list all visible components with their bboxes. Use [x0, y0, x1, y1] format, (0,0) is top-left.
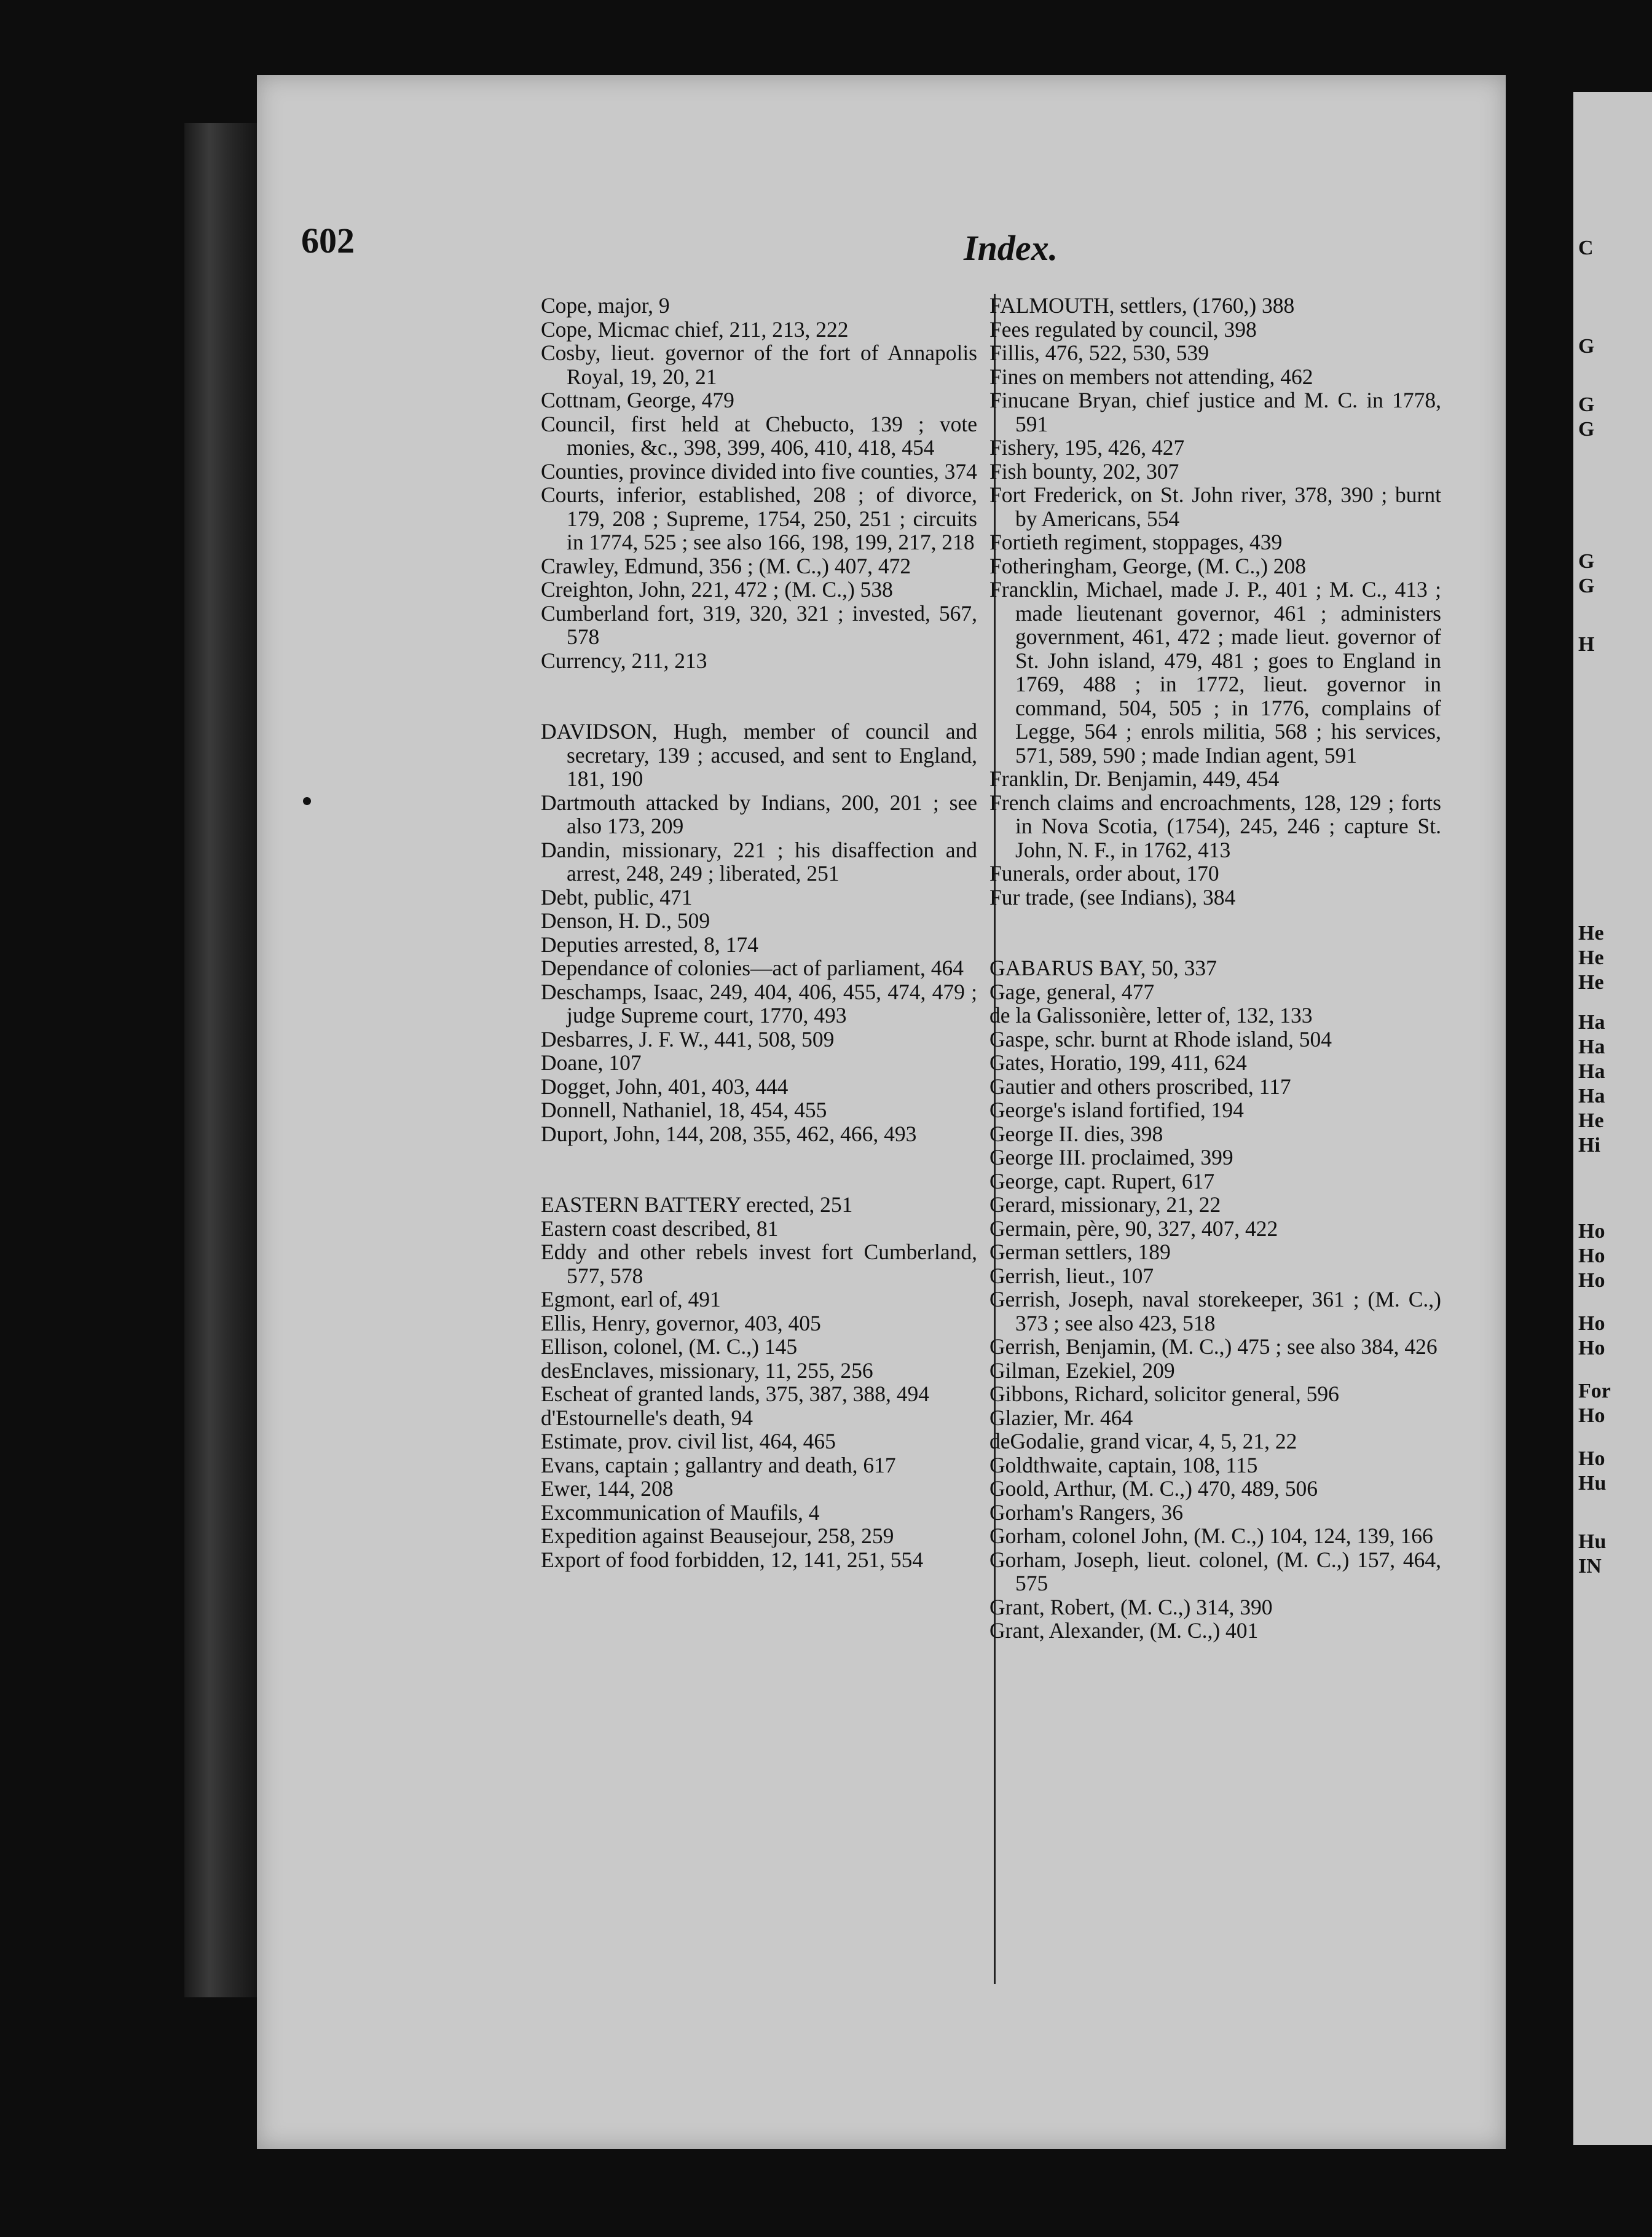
page-number: 602	[301, 221, 355, 261]
index-entry: Goldthwaite, captain, 108, 115	[989, 1452, 1258, 1477]
index-entry: Currency, 211, 213	[541, 648, 707, 673]
index-entry: Fort Frederick, on St. John river, 378, 390 ; burnt by Americans, 554	[989, 482, 1441, 531]
index-entry: Denson, H. D., 509	[541, 908, 710, 933]
index-entry: de la Galissonière, letter of, 132, 133	[989, 1003, 1313, 1028]
index-entry: DAVIDSON, Hugh, member of council and secretary, 139 ; accused, and sent to England, 181, 190	[541, 719, 977, 791]
section-gap	[541, 1146, 977, 1193]
index-entry: EASTERN BATTERY erected, 251	[541, 1192, 853, 1217]
index-entry: d'Estournelle's death, 94	[541, 1405, 753, 1430]
index-entry: Deputies arrested, 8, 174	[541, 932, 758, 957]
index-entry: Estimate, prov. civil list, 464, 465	[541, 1429, 836, 1453]
index-entry: Grant, Alexander, (M. C.,) 401	[989, 1618, 1259, 1643]
index-entry: Funerals, order about, 170	[989, 861, 1219, 886]
book-spine	[184, 123, 257, 1997]
index-entry: Goold, Arthur, (M. C.,) 470, 489, 506	[989, 1476, 1318, 1501]
index-entry: George's island fortified, 194	[989, 1098, 1244, 1122]
adjacent-page-fragment: Ha	[1578, 1011, 1605, 1034]
adjacent-page-fragment: Ho	[1578, 1312, 1605, 1335]
adjacent-page-fragment: Ha	[1578, 1036, 1605, 1058]
index-entry: Gaspe, schr. burnt at Rhode island, 504	[989, 1026, 1332, 1052]
index-entry: Cottnam, George, 479	[541, 388, 734, 412]
index-entry: George III. proclaimed, 399	[989, 1145, 1233, 1170]
index-entry: Gorham, Joseph, lieut. colonel, (M. C.,) 157, 464, 575	[989, 1547, 1441, 1595]
index-entry: Fishery, 195, 426, 427	[989, 435, 1185, 460]
adjacent-page-fragment: Ha	[1578, 1060, 1605, 1083]
index-entry: Escheat of granted lands, 375, 387, 388, 494	[541, 1382, 929, 1406]
index-entry: George, capt. Rupert, 617	[989, 1168, 1215, 1193]
index-entry: Dependance of colonies—act of parliament, 464	[541, 956, 964, 980]
adjacent-page-fragment: Ho	[1578, 1269, 1605, 1292]
index-entry: Evans, captain ; gallantry and death, 617	[541, 1452, 896, 1477]
index-entry: Gage, general, 477	[989, 979, 1155, 1004]
adjacent-page-fragment: He	[1578, 1109, 1604, 1132]
adjacent-page-fragment: For	[1578, 1380, 1611, 1402]
adjacent-page-fragment: C	[1578, 237, 1594, 259]
index-entry: Counties, province divided into five counties, 374	[541, 458, 977, 484]
adjacent-page-edge	[1573, 92, 1652, 2145]
index-entry: Eddy and other rebels invest fort Cumberland, 577, 578	[541, 1240, 977, 1288]
index-entry: George II. dies, 398	[989, 1121, 1163, 1146]
index-entry: Eastern coast described, 81	[541, 1216, 779, 1241]
margin-dot	[303, 797, 311, 805]
index-entry: Doane, 107	[541, 1050, 642, 1075]
index-entry: Creighton, John, 221, 472 ; (M. C.,) 538	[541, 577, 893, 602]
index-entry: Fees regulated by council, 398	[989, 316, 1257, 342]
index-entry: Gerrish, lieut., 107	[989, 1263, 1154, 1288]
index-entry: Fortieth regiment, stoppages, 439	[989, 530, 1283, 554]
adjacent-page-fragment: Hu	[1578, 1530, 1607, 1553]
index-entry: Cosby, lieut. governor of the fort of Annapolis Royal, 19, 20, 21	[541, 340, 977, 389]
index-entry: Gerard, missionary, 21, 22	[989, 1192, 1221, 1217]
adjacent-page-fragment: G	[1578, 418, 1595, 441]
index-entry: Franklin, Dr. Benjamin, 449, 454	[989, 766, 1280, 791]
index-entry: Gautier and others proscribed, 117	[989, 1074, 1291, 1099]
index-entry: Gerrish, Benjamin, (M. C.,) 475 ; see also 384, 426	[989, 1334, 1438, 1359]
index-entry: Ellison, colonel, (M. C.,) 145	[541, 1334, 798, 1359]
adjacent-page-fragment: Ho	[1578, 1447, 1605, 1470]
index-entry: French claims and encroachments, 128, 129 ; forts in Nova Scotia, (1754), 245, 246 ; capture St. John, N. F., in 1762, 413	[989, 790, 1441, 862]
index-entry: Gerrish, Joseph, naval storekeeper, 361 ; (M. C.,) 373 ; see also 423, 518	[989, 1287, 1441, 1335]
adjacent-page-fragment: G	[1578, 575, 1595, 597]
index-entry: Dogget, John, 401, 403, 444	[541, 1074, 789, 1099]
adjacent-page-fragment: He	[1578, 971, 1604, 994]
index-entry: Gilman, Ezekiel, 209	[989, 1358, 1175, 1383]
index-entry: Egmont, earl of, 491	[541, 1287, 721, 1311]
index-entry: Crawley, Edmund, 356 ; (M. C.,) 407, 472	[541, 553, 911, 578]
index-entry: Deschamps, Isaac, 249, 404, 406, 455, 474, 479 ; judge Supreme court, 1770, 493	[541, 979, 977, 1028]
index-entry: Gorham, colonel John, (M. C.,) 104, 124, 139, 166	[989, 1523, 1433, 1548]
adjacent-page-fragment: Ho	[1578, 1244, 1605, 1267]
index-entry: Gorham's Rangers, 36	[989, 1500, 1183, 1525]
index-entry: Dartmouth attacked by Indians, 200, 201 ; see also 173, 209	[541, 790, 977, 838]
index-entry: Ellis, Henry, governor, 403, 405	[541, 1310, 821, 1335]
index-entry: Duport, John, 144, 208, 355, 462, 466, 493	[541, 1121, 917, 1146]
index-entry: Fish bounty, 202, 307	[989, 458, 1179, 484]
index-column-right	[989, 294, 1441, 1643]
index-entry: Gibbons, Richard, solicitor general, 596	[989, 1382, 1339, 1406]
index-entry: Ewer, 144, 208	[541, 1476, 674, 1501]
index-entry: Germain, père, 90, 327, 407, 422	[989, 1216, 1278, 1241]
adjacent-page-fragment: IN	[1578, 1555, 1602, 1578]
index-entry: Dandin, missionary, 221 ; his disaffection and arrest, 248, 249 ; liberated, 251	[541, 837, 977, 886]
index-entry: Gates, Horatio, 199, 411, 624	[989, 1050, 1247, 1075]
index-entry: Fillis, 476, 522, 530, 539	[989, 340, 1210, 365]
adjacent-page-fragment: Ho	[1578, 1404, 1605, 1427]
index-entry: Francklin, Michael, made J. P., 401 ; M. C., 413 ; made lieutenant governor, 461 ; administers government, 461, 472 ; made lieut. governor of St. John island, 479, 481 ; goes to England in 1769, 488 ; in 1772, lieut. governor in command, 504, 505 ; in 1776, complains of Legge, 564 ; enrols militia, 568 ; his services, 571, 589, 590 ; made Indian agent, 591	[989, 577, 1441, 768]
index-entry: German settlers, 189	[989, 1240, 1171, 1264]
adjacent-page-fragment: He	[1578, 946, 1604, 969]
section-gap	[541, 672, 977, 720]
index-entry: Donnell, Nathaniel, 18, 454, 455	[541, 1098, 827, 1122]
page-title: Index.	[964, 228, 1058, 268]
adjacent-page-fragment: Ho	[1578, 1220, 1605, 1243]
index-entry: Fines on members not attending, 462	[989, 364, 1313, 389]
adjacent-page-fragment: G	[1578, 335, 1595, 358]
index-entry: Cope, major, 9	[541, 293, 670, 318]
index-entry: Courts, inferior, established, 208 ; of divorce, 179, 208 ; Supreme, 1754, 250, 251 ; circuits in 1774, 525 ; see also 166, 198, 199, 217, 218	[541, 482, 977, 554]
index-entry: GABARUS BAY, 50, 337	[989, 956, 1217, 980]
index-entry: Debt, public, 471	[541, 884, 693, 910]
index-entry: Council, first held at Chebucto, 139 ; vote monies, &c., 398, 399, 406, 410, 418, 454	[541, 411, 977, 460]
index-entry: Cumberland fort, 319, 320, 321 ; invested, 567, 578	[541, 600, 977, 649]
index-entry: Glazier, Mr. 464	[989, 1405, 1133, 1430]
index-column-left	[541, 294, 977, 1571]
adjacent-page-fragment: H	[1578, 633, 1595, 656]
adjacent-page-fragment: Hu	[1578, 1472, 1607, 1495]
adjacent-page-fragment: Hi	[1578, 1134, 1600, 1157]
section-gap	[989, 909, 1441, 956]
index-entry: deGodalie, grand vicar, 4, 5, 21, 22	[989, 1429, 1297, 1453]
adjacent-page-fragment: G	[1578, 550, 1595, 573]
index-entry: Expedition against Beausejour, 258, 259	[541, 1523, 894, 1548]
index-entry: Cope, Micmac chief, 211, 213, 222	[541, 316, 849, 342]
index-entry: Finucane Bryan, chief justice and M. C. in 1778, 591	[989, 388, 1441, 436]
index-entry: FALMOUTH, settlers, (1760,) 388	[989, 293, 1295, 318]
adjacent-page-fragment: He	[1578, 922, 1604, 945]
index-entry: desEnclaves, missionary, 11, 255, 256	[541, 1358, 873, 1383]
adjacent-page-fragment: G	[1578, 393, 1595, 416]
index-entry: Export of food forbidden, 12, 141, 251, 554	[541, 1547, 924, 1572]
index-entry: Fur trade, (see Indians), 384	[989, 884, 1236, 910]
index-entry: Fotheringham, George, (M. C.,) 208	[989, 553, 1307, 578]
index-entry: Desbarres, J. F. W., 441, 508, 509	[541, 1026, 835, 1052]
adjacent-page-fragment: Ho	[1578, 1337, 1605, 1359]
index-entry: Excommunication of Maufils, 4	[541, 1500, 820, 1525]
index-entry: Grant, Robert, (M. C.,) 314, 390	[989, 1594, 1273, 1619]
adjacent-page-fragment: Ha	[1578, 1085, 1605, 1107]
